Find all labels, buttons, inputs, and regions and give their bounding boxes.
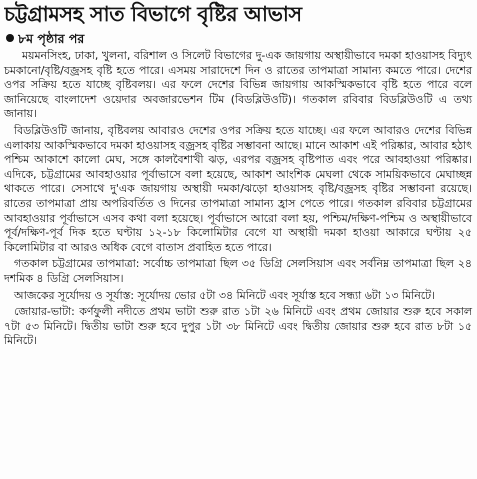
continuation-marker	[6, 30, 84, 48]
article-paragraph: গতকাল চট্টগ্রামের তাপমাত্রা: সর্বোচ্চ তাপমাত্রা ছিল ৩৫ ডিগ্রি সেলসিয়াস এবং সর্বনিম্ন তাপমাত্রা ছিল ২৪ দশমিক ৪ ডিগ্রি সেলসিয়াস।	[4, 257, 472, 285]
article-paragraph: ময়মনসিংহ, ঢাকা, খুলনা, বরিশাল ও সিলেট বিভাগের দু-এক জায়গায় অস্থায়ীভাবে দমকা হাওয়াসহ বিদ্যুৎ চমকানো/বৃষ্টি/বজ্রসহ বৃষ্টি হতে পারে। এসময় সারাদেশে দিন ও রাতের তাপমাত্রা সামান্য কমতে পারে। দেশের ওপর সক্রিয় হতে যাচ্ছে বৃষ্টিবলয়। এর ফলে দেশের বিভিন্ন জায়গায় আকস্মিকভাবে বৃষ্টি হতে পারে বলে জানিয়েছে বাংলাদেশ ওয়েদার অবজারভেশন টিম (বিডব্লিউওটি)। গতকাল রবিবার বিডব্লিউওটি এ তথ্য জানায়।	[4, 49, 472, 121]
article-paragraph: বিডব্লিউওটি জানায়, বৃষ্টিবলয় আবারও দেশের ওপর সক্রিয় হতে যাচ্ছে। এর ফলে আবারও দেশের বিভিন্ন এলাকায় আকস্মিকভাবে দমকা হাওয়াসহ বজ্রসহ বৃষ্টির সম্ভাবনা আছে। মানে আকাশ এই পরিষ্কার, আবার হঠাৎ পশ্চিম আকাশে কালো মেঘ, সঙ্গে কালবৈশাখী ঝড়, এরপর বজ্রসহ বৃষ্টিপাত এবং পরে আবহাওয়া পরিষ্কার। এদিকে, চট্টগ্রামের আবহাওয়ার পূর্বাভাসে বলা হয়েছে, আকাশ আংশিক মেঘলা থেকে সাময়িকভাবে মেঘাচ্ছন্ন থাকতে পারে। সেসাথে দু'এক জায়গায় অস্থায়ী দমকা/ঝড়ো হাওয়াসহ বৃষ্টি/বজ্রসহ বৃষ্টির সম্ভাবনা রয়েছে। রাতের তাপমাত্রা প্রায় অপরিবর্তিত ও দিনের তাপমাত্রা সামান্য হ্রাস পেতে পারে। গতকাল রবিবার চট্টগ্রামের আবহাওয়ার পূর্বাভাসে এসব কথা বলা হয়েছে। পূর্বাভাসে আরো বলা হয়, পশ্চিম/দক্ষিণ-পশ্চিম ও অস্থায়ীভাবে পূর্ব/দক্ষিণ-পূর্ব দিক হতে ঘণ্টায় ১২-১৮ কিলোমিটার বেগে যা অস্থায়ী দমকা হাওয়া আকারে ঘণ্টায় ২৫ কিলোমিটার বা আরও অধিক বেগে বাতাস প্রবাহিত হতে পারে।	[4, 123, 472, 254]
article-paragraph: আজকের সূর্যোদয় ও সূর্যাস্ত: সূর্যোদয় ভোর ৫টা ৩৪ মিনিটে এবং সূর্যাস্ত হবে সন্ধ্যা ৬টা ১৩ মিনিটে।	[14, 288, 435, 302]
bullet-icon	[6, 34, 14, 42]
continued-from-text: ৮ম পৃষ্ঠার পর	[18, 31, 85, 46]
article-paragraph: জোয়ার-ভাটা: কর্ণফুলী নদীতে প্রথম ভাটা শুরু রাত ১টা ২৬ মিনিটে এবং প্রথম জোয়ার শুরু হবে সকাল ৭টা ৫৩ মিনিটে। দ্বিতীয় ভাটা শুরু হবে দুপুর ১টা ৩৮ মিনিটে এবং দ্বিতীয় জোয়ার শুরু হবে রাত ৮টা ১৫ মিনিটে।	[4, 305, 472, 348]
article-body	[4, 49, 472, 351]
article-headline: চট্টগ্রামসহ সাত বিভাগে বৃষ্টির আভাস	[4, 2, 302, 26]
